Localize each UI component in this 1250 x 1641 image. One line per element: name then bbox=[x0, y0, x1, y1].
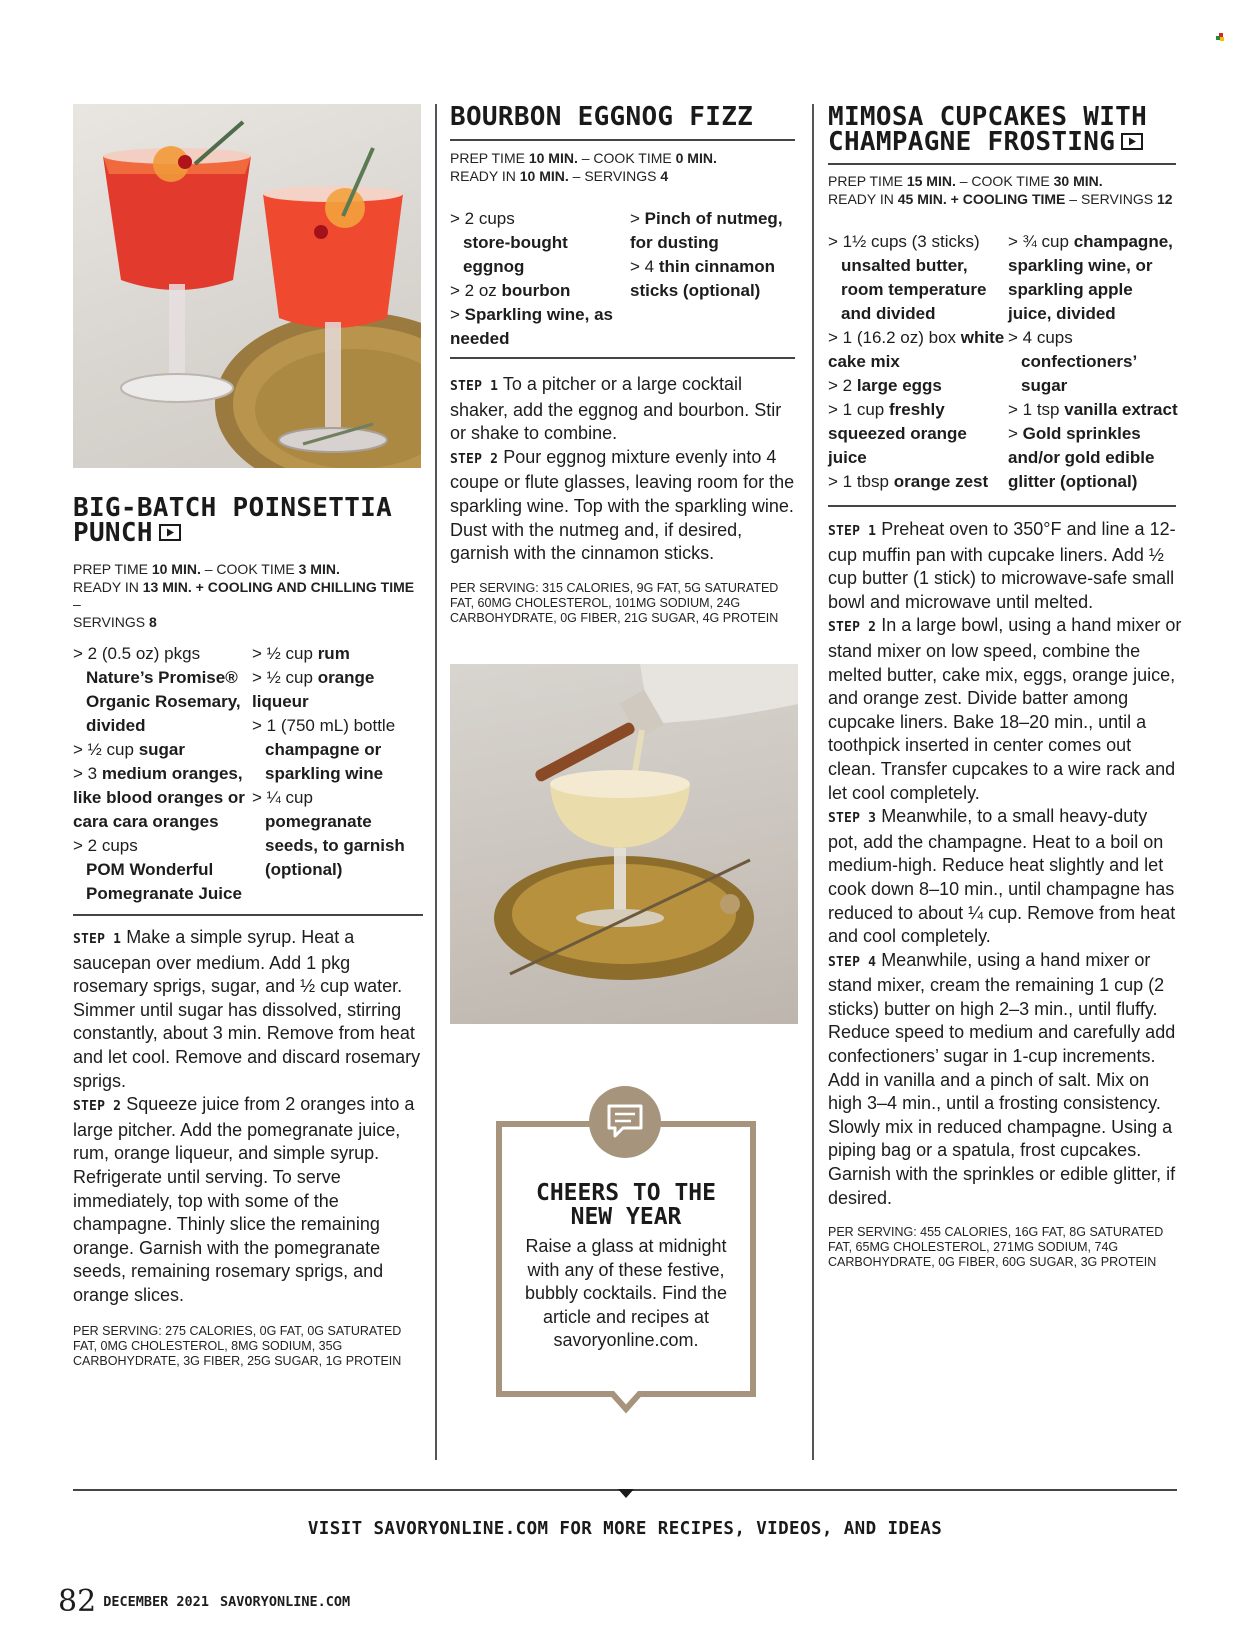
step-3: STEP 3 Meanwhile, to a small heavy-duty pot, add the champagne. Heat to a boil on medium-high. Reduce heat slightly and let cook down 8–10 min., until champagne has reduced to about ¼ cup. Remove from heat and cool completely. bbox=[828, 806, 1176, 947]
eggnog-fizz-photo bbox=[450, 664, 798, 1024]
mimosa-cupcakes-meta bbox=[828, 173, 1178, 208]
ingredients-divider bbox=[73, 914, 423, 916]
poinsettia-steps bbox=[73, 926, 425, 1308]
ingredient-item: > Sparkling wine, as needed bbox=[450, 305, 613, 348]
column-divider-left bbox=[435, 104, 437, 1460]
ingredient-item: > Gold sprinkles and/or gold edible glitter (optional) bbox=[1008, 424, 1155, 491]
title-underline bbox=[828, 163, 1176, 165]
title-underline bbox=[450, 139, 795, 141]
step-1: STEP 1 Preheat oven to 350°F and line a 12-cup muffin pan with cupcake liners. Add ½ cup butter (1 stick) to microwave-safe small bowl and microwave until melted. bbox=[828, 519, 1176, 612]
site-url[interactable]: SAVORYONLINE.COM bbox=[220, 1593, 351, 1610]
ingredient-item: > 1 (750 mL) bottle champagne or sparkling wine bbox=[252, 716, 396, 783]
footer-cta[interactable]: VISIT SAVORYONLINE.COM FOR MORE RECIPES, VIDEOS, AND IDEAS bbox=[307, 1519, 943, 1539]
ingredient-item: > 2 oz bourbon bbox=[450, 281, 571, 300]
ingredient-item: > 1 cup freshly squeezed orange juice bbox=[828, 400, 967, 467]
ingredient-item: > 1 tbsp orange zest bbox=[828, 472, 989, 491]
ingredient-item: > 2 cups store-bought eggnog bbox=[450, 209, 568, 276]
ingredient-item: > 1 (16.2 oz) box white cake mix bbox=[828, 328, 1005, 371]
poinsettia-ingredients-right bbox=[252, 642, 424, 882]
meta-line-2: READY IN 13 MIN. + COOLING AND CHILLING TIME – bbox=[73, 578, 415, 612]
step-1: STEP 1 Make a simple syrup. Heat a saucepan over medium. Add 1 pkg rosemary sprigs, sugar, and ½ cup water. Simmer until sugar has dissolved, stirring constantly, about 3 min. Remove from heat and let cool. Remove and discard rosemary sprigs. bbox=[73, 927, 421, 1091]
step-4: STEP 4 Meanwhile, using a hand mixer or stand mixer, cream the remaining 1 cup (2 sticks) butter on high 2–3 min., until fluffy. Reduce speed to medium and carefully add confectioners’ sugar in 1-cup increments. Add in vanilla and a pinch of salt. Mix on high 3–4 min., until a frosting consistency. Slowly mix in reduced champagne. Using a piping bag or a spatula, frost cupcakes. Garnish with the sprinkles or edible glitter, if desired. bbox=[828, 949, 1176, 1208]
play-icon[interactable] bbox=[1121, 130, 1143, 155]
ingredient-item: > Pinch of nutmeg, for dusting bbox=[630, 209, 783, 252]
folio bbox=[58, 1584, 350, 1619]
ingredient-item: > ½ cup rum bbox=[252, 644, 350, 663]
poinsettia-punch-title bbox=[73, 493, 423, 548]
title-line-2: CHAMPAGNE FROSTING bbox=[828, 127, 1116, 157]
title-line-1: MIMOSA CUPCAKES WITH bbox=[828, 102, 1148, 132]
ingredient-item: > 2 (0.5 oz) pkgs Nature’s Promise® Organic Rosemary, divided bbox=[73, 644, 241, 735]
mimosa-ingredients-right bbox=[1008, 230, 1180, 494]
corner-color-mark bbox=[1216, 33, 1224, 41]
ingredient-item: > 2 large eggs bbox=[828, 376, 942, 395]
title-line-1: BIG-BATCH POINSETTIA bbox=[73, 493, 393, 523]
ingredient-item: > 3 medium oranges, like blood oranges or cara cara oranges bbox=[73, 764, 245, 831]
step-2: STEP 2 In a large bowl, using a hand mixer or stand mixer on low speed, combine the melted butter, cake mix, eggs, orange juice, and orange zest. Divide batter among cupcake liners. Bake 18–20 min., until a toothpick inserted in center comes out clean. Transfer cupcakes to a wire rack and let cool completely. bbox=[828, 615, 1182, 803]
step-2: STEP 2 Pour eggnog mixture evenly into 4 coupe or flute glasses, leaving room for the sparkling wine. Top with the sparkling wine. Dust with the nutmeg and, if desired, garnish with the cinnamon sticks. bbox=[450, 446, 795, 564]
meta-line-1: PREP TIME 10 MIN. – COOK TIME 3 MIN. bbox=[73, 561, 340, 577]
ingredient-item: > ¼ cup pomegranate seeds, to garnish (optional) bbox=[252, 788, 405, 879]
callout-title: CHEERS TO THE NEW YEAR bbox=[535, 1180, 716, 1230]
footer-divider-marker bbox=[618, 1489, 634, 1498]
issue-date: DECEMBER 2021 bbox=[103, 1593, 209, 1610]
eggnog-ingredients-right bbox=[630, 207, 795, 303]
meta-line-3: SERVINGS 8 bbox=[73, 613, 157, 630]
page-number: 82 bbox=[58, 1584, 97, 1619]
step-1: STEP 1 To a pitcher or a large cocktail shaker, add the eggnog and bourbon. Stir or shake to combine. bbox=[450, 374, 782, 444]
ingredient-item: > ½ cup sugar bbox=[73, 740, 185, 759]
cheers-callout bbox=[496, 1121, 756, 1397]
poinsettia-nutrition: PER SERVING: 275 CALORIES, 0G FAT, 0G SATURATED FAT, 0MG CHOLESTEROL, 8MG SODIUM, 35G CARBOHYDRATE, 3G FIBER, 25G SUGAR, 1G PROTEIN bbox=[73, 1324, 402, 1368]
ingredient-item: > 1½ cups (3 sticks) unsalted butter, room temperature and divided bbox=[828, 232, 987, 323]
mimosa-ingredients-left bbox=[828, 230, 1006, 494]
eggnog-nutrition: PER SERVING: 315 CALORIES, 9G FAT, 5G SATURATED FAT, 60MG CHOLESTEROL, 101MG SODIUM, 24G CARBOHYDRATE, 0G FIBER, 21G SUGAR, 4G PROTEIN bbox=[450, 581, 779, 625]
play-icon[interactable] bbox=[159, 521, 181, 546]
ingredient-item: > 1 tsp vanilla extract bbox=[1008, 400, 1178, 419]
ingredient-item: > 4 thin cinnamon sticks (optional) bbox=[630, 257, 776, 300]
eggnog-ingredients-left bbox=[450, 207, 625, 351]
ingredient-item: > ½ cup orange liqueur bbox=[252, 668, 375, 711]
mimosa-cupcakes-title bbox=[828, 102, 1208, 157]
mimosa-steps bbox=[828, 518, 1182, 1210]
chat-bubble-icon bbox=[589, 1086, 661, 1158]
eggnog-steps bbox=[450, 373, 798, 566]
meta-line-2: READY IN 45 MIN. + COOLING TIME – SERVINGS 12 bbox=[828, 190, 1173, 207]
title-line-2: PUNCH bbox=[73, 518, 153, 548]
ingredient-item: > 4 cups confectioners’ sugar bbox=[1008, 328, 1137, 395]
poinsettia-punch-photo bbox=[73, 104, 421, 468]
ingredient-item: > 2 cups POM Wonderful Pomegranate Juice bbox=[73, 836, 242, 903]
step-2: STEP 2 Squeeze juice from 2 oranges into a large pitcher. Add the pomegranate juice, rum, orange liqueur, and simple syrup. Refrigerate until serving. To serve immediately, top with some of the champagne. Thinly slice the remaining orange. Garnish with the pomegranate seeds, remaining rosemary sprigs, and orange slices. bbox=[73, 1094, 415, 1305]
meta-line-1: PREP TIME 15 MIN. – COOK TIME 30 MIN. bbox=[828, 173, 1103, 189]
ingredients-divider bbox=[828, 505, 1176, 507]
column-divider-right bbox=[812, 104, 814, 1460]
callout-body: Raise a glass at midnight with any of these festive, bubbly cocktails. Find the article and recipes at savoryonline.com. bbox=[524, 1236, 728, 1350]
poinsettia-punch-meta bbox=[73, 561, 423, 631]
eggnog-fizz-title: BOURBON EGGNOG FIZZ bbox=[450, 102, 754, 132]
title-line-2-row bbox=[828, 127, 1208, 157]
title-line-2-row bbox=[73, 518, 423, 548]
poinsettia-ingredients-left bbox=[73, 642, 248, 906]
ingredients-divider bbox=[450, 357, 795, 359]
ingredient-item: > ¾ cup champagne, sparkling wine, or sparkling apple juice, divided bbox=[1008, 232, 1173, 323]
meta-line-2: READY IN 10 MIN. – SERVINGS 4 bbox=[450, 167, 669, 184]
mimosa-nutrition: PER SERVING: 455 CALORIES, 16G FAT, 8G SATURATED FAT, 65MG CHOLESTEROL, 271MG SODIUM, 74G CARBOHYDRATE, 0G FIBER, 60G SUGAR, 3G PROTEIN bbox=[828, 1225, 1164, 1269]
eggnog-fizz-meta bbox=[450, 150, 795, 185]
meta-line-1: PREP TIME 10 MIN. – COOK TIME 0 MIN. bbox=[450, 150, 717, 166]
